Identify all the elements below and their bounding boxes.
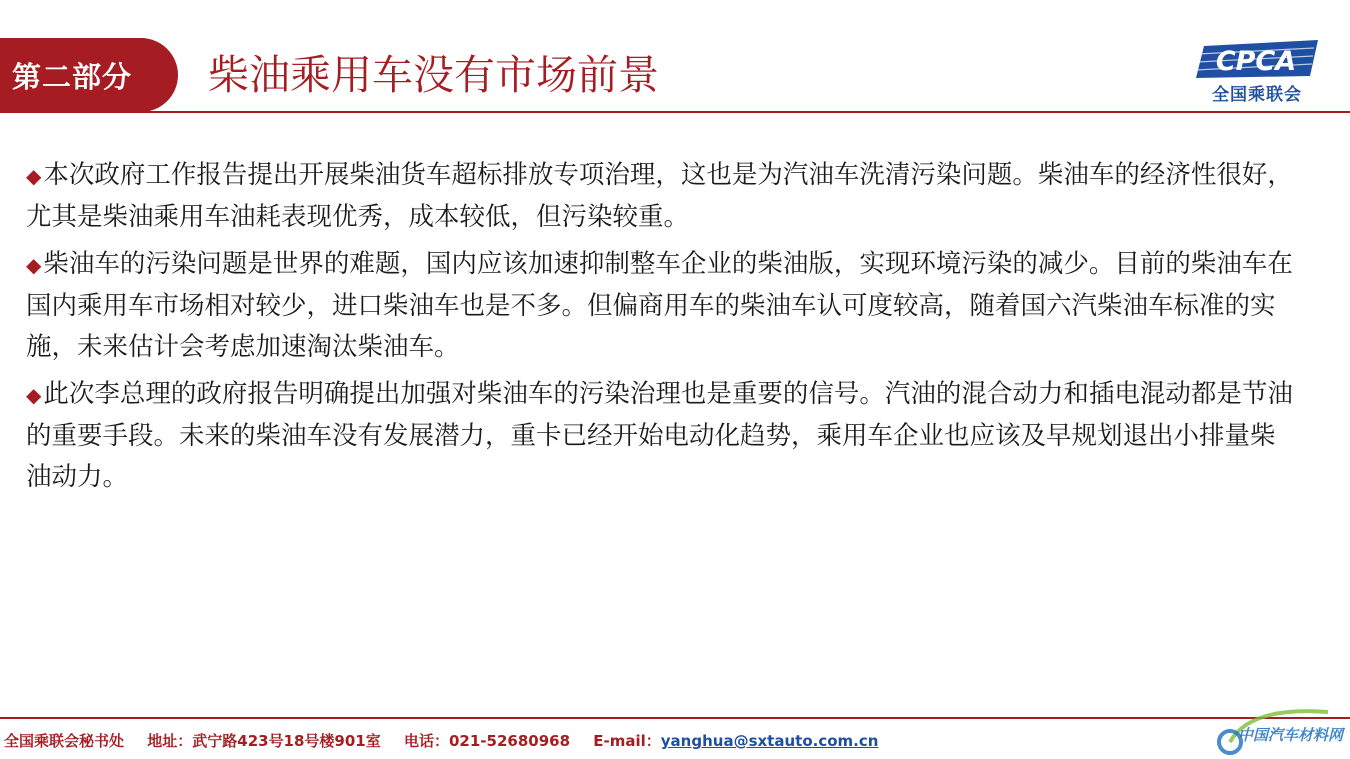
bullet-icon: ◆ <box>26 383 42 407</box>
section-tab <box>0 38 178 112</box>
paragraph-1-text: 本次政府工作报告提出开展柴油货车超标排放专项治理，这也是为汽油车洗清污染问题。柴油车的经济性很好，尤其是柴油乘用车油耗表现优秀，成本较低，但污染较重。 <box>26 160 1293 232</box>
cpca-logo <box>1192 40 1322 105</box>
watermark-text: 中国汽车材料网 <box>1238 726 1344 744</box>
bullet-icon: ◆ <box>26 164 42 188</box>
footer-rule <box>0 717 1350 719</box>
page-title: 柴油乘用车没有市场前景 <box>208 51 659 99</box>
cpca-logo-graphic <box>1192 40 1322 82</box>
logo-name: 全国乘联会 <box>1212 85 1302 105</box>
content-body <box>26 155 1294 504</box>
paragraph-3 <box>26 374 1294 498</box>
header-rule <box>0 111 1350 113</box>
footer-email-label: E-mail： <box>593 732 661 750</box>
section-label: 第二部分 <box>12 59 133 94</box>
paragraph-1 <box>26 155 1294 238</box>
paragraph-3-text: 此次李总理的政府报告明确提出加强对柴油车的污染治理也是重要的信号。汽油的混合动力和插电混动都是节油的重要手段。未来的柴油车没有发展潜力，重卡已经开始电动化趋势，乘用车企业也应该及早规划退出小排量柴油动力。 <box>26 379 1293 492</box>
bullet-icon: ◆ <box>26 253 42 277</box>
footer-org: 全国乘联会秘书处 <box>4 732 125 750</box>
footer-phone: 电话：021-52680968 <box>403 732 571 750</box>
footer <box>4 730 878 751</box>
paragraph-2 <box>26 244 1294 368</box>
footer-address: 地址：武宁路423号18号楼901室 <box>147 732 381 750</box>
footer-email-link[interactable]: yanghua@sxtauto.com.cn <box>660 732 879 750</box>
paragraph-2-text: 柴油车的污染问题是世界的难题，国内应该加速抑制整车企业的柴油版，实现环境污染的减少。目前的柴油车在国内乘用车市场相对较少，进口柴油车也是不多。但偏商用车的柴油车认可度较高，随着国六汽柴油车标准的实施，未来估计会考虑加速淘汰柴油车。 <box>26 249 1293 362</box>
logo-letters: CPCA <box>1215 46 1297 77</box>
